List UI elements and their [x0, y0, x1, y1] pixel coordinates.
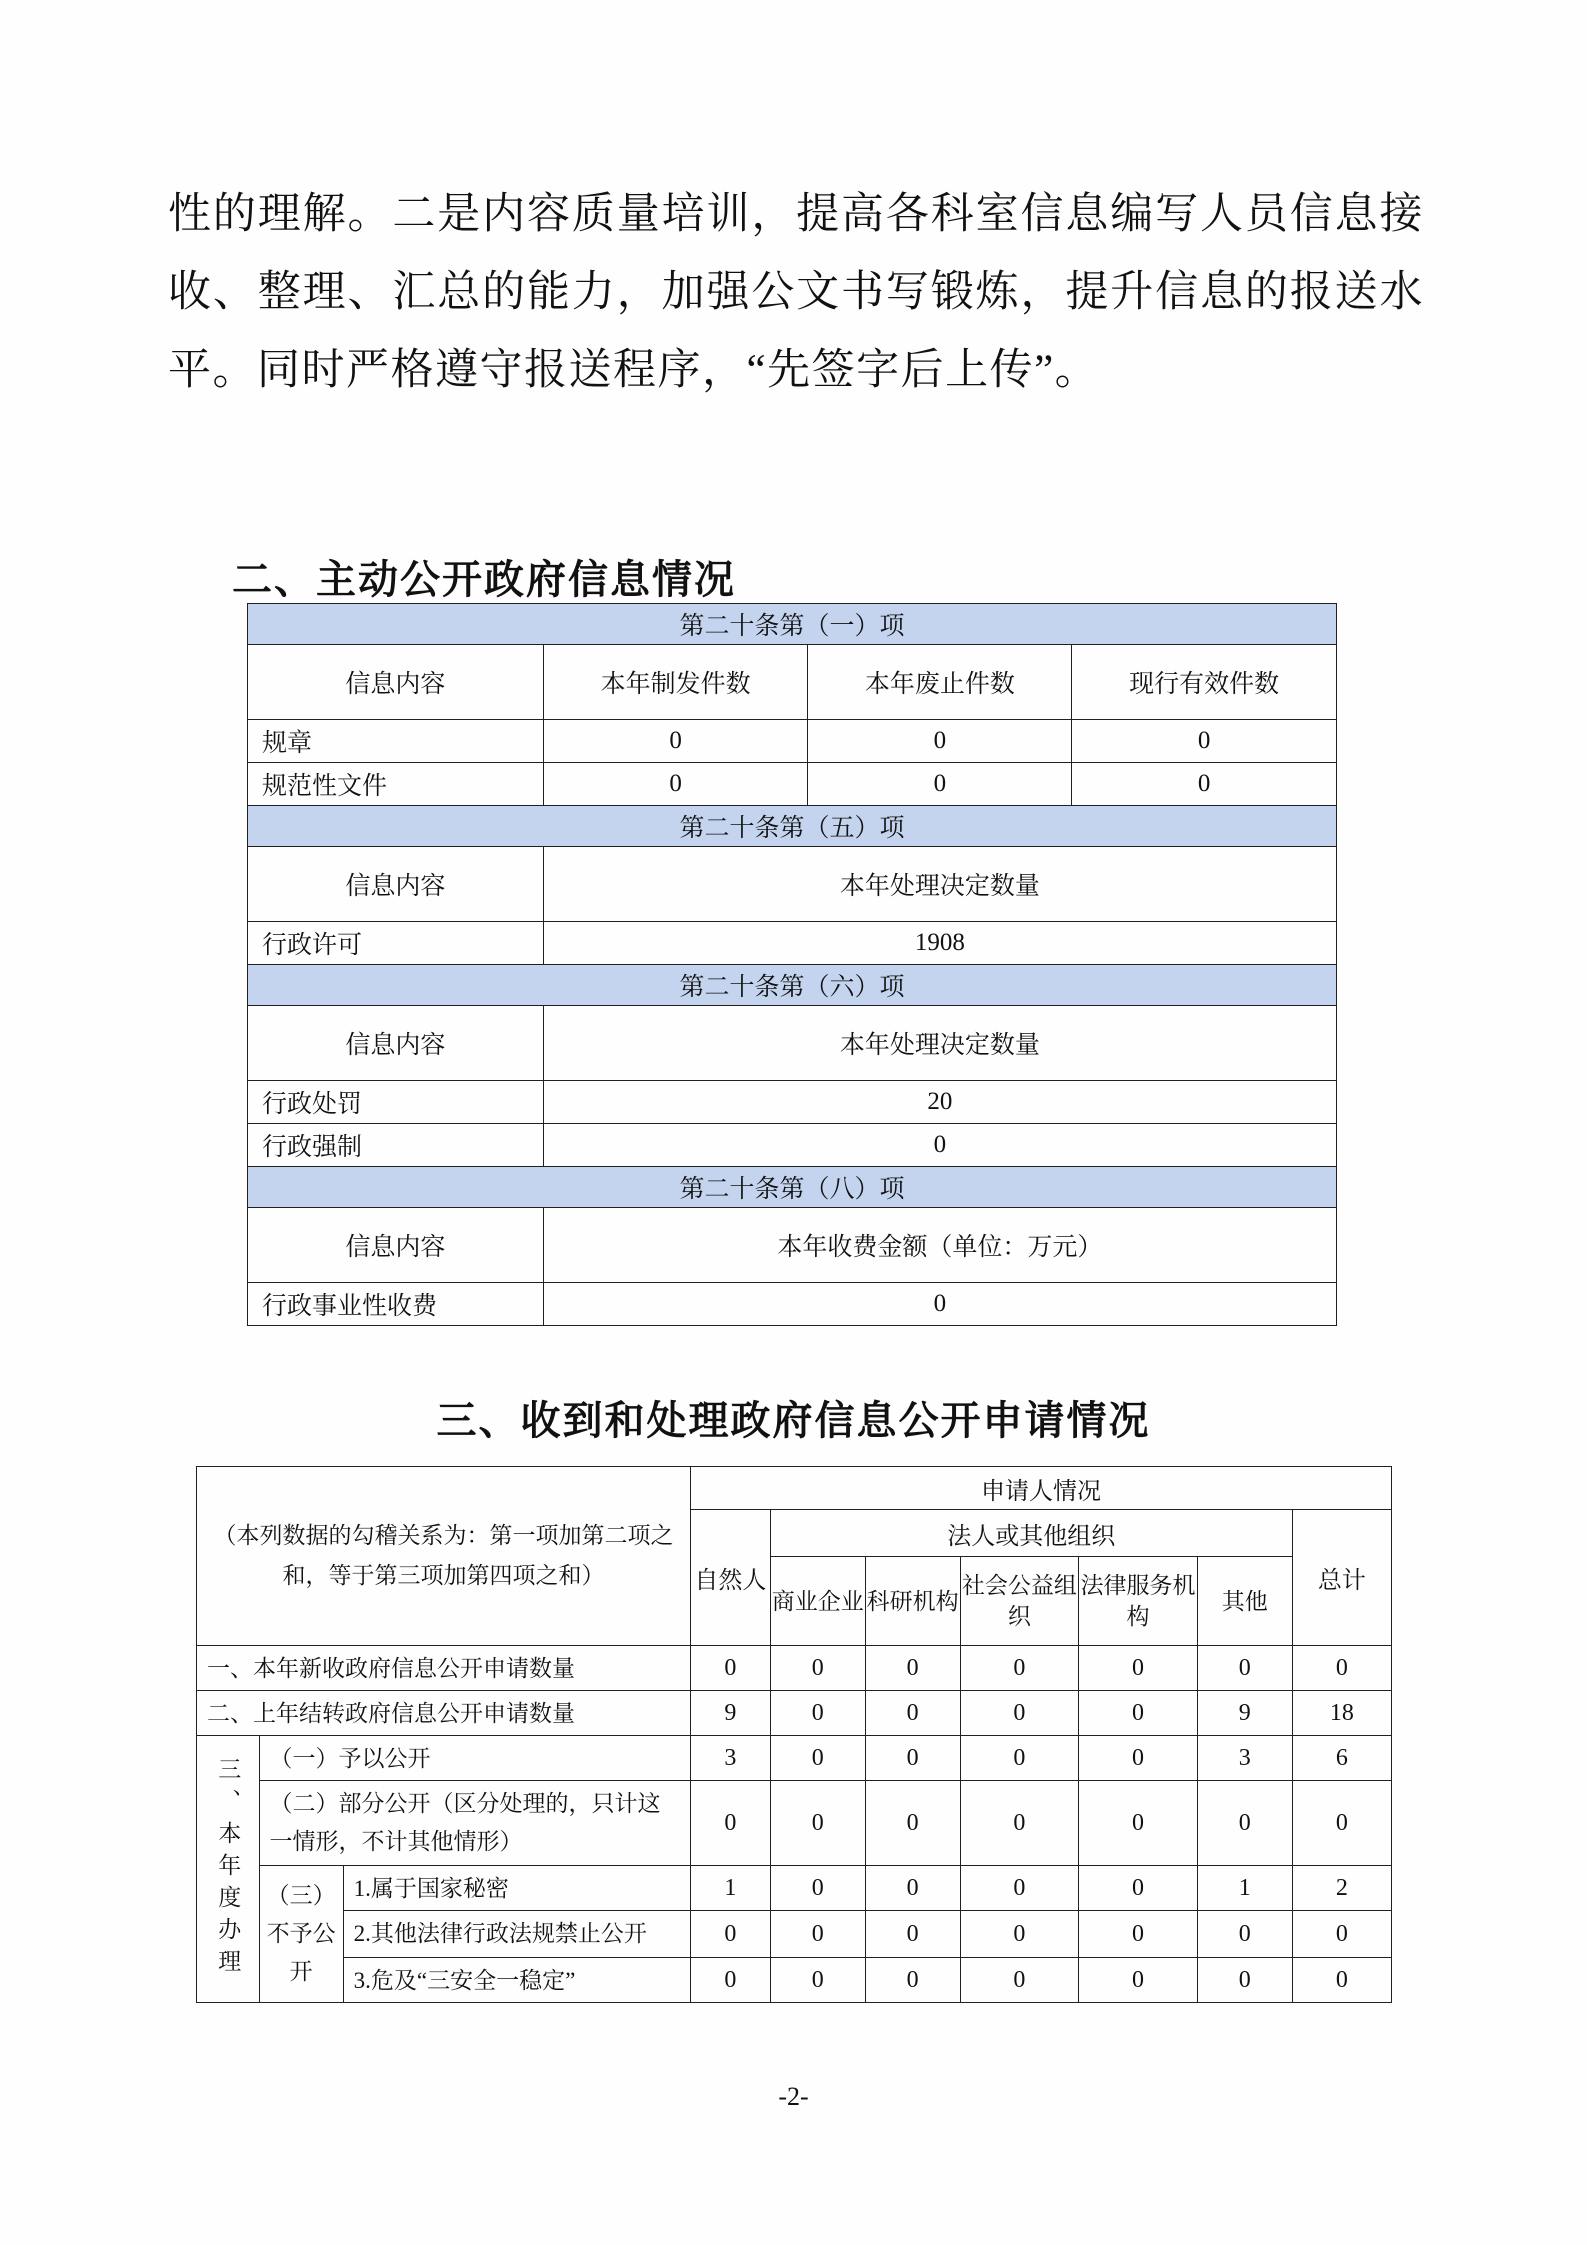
band-label-item-six: 第二十条第（六）项 — [248, 965, 1337, 1006]
vertical-label-not-disclosed: （三）不予公开 — [259, 1866, 343, 2003]
cell-value: 1 — [1197, 1866, 1292, 1911]
band-label-item-one: 第二十条第（一）项 — [248, 604, 1337, 645]
cell-value: 0 — [770, 1736, 865, 1781]
body-paragraph: 性的理解。二是内容质量培训，提高各科室信息编写人员信息接收、整理、汇总的能力，加强公文书写锻炼，提升信息的报送水平。同时严格遵守报送程序，“先签字后上传”。 — [168, 191, 1424, 394]
cell-value: 0 — [960, 1646, 1079, 1691]
section-heading-two: 二、主动公开政府信息情况 — [232, 558, 736, 602]
row-label-administrative-fees: 行政事业性收费 — [248, 1283, 544, 1326]
row-label-normative-documents: 规范性文件 — [248, 763, 544, 806]
cell-value: 20 — [543, 1081, 1336, 1124]
row-title-endangers-security: 3.危及“三安全一稳定” — [343, 1958, 690, 2003]
row-title-prohibited-by-law: 2.其他法律行政法规禁止公开 — [343, 1911, 690, 1958]
cell-value: 0 — [865, 1866, 960, 1911]
cell-value: 0 — [770, 1911, 865, 1958]
table-row-band — [248, 806, 1337, 847]
cell-value: 0 — [690, 1781, 770, 1866]
cell-value: 3 — [1197, 1736, 1292, 1781]
cell-value: 0 — [960, 1958, 1079, 2003]
cell-value: 0 — [770, 1781, 865, 1866]
table-row — [248, 1124, 1337, 1167]
table-requests-handling — [196, 1466, 1392, 2003]
table-row-header — [197, 1467, 1392, 1510]
table-row-band — [248, 1167, 1337, 1208]
table-row — [197, 1781, 1392, 1866]
col-header-fees-this-year: 本年收费金额（单位：万元） — [543, 1208, 1336, 1283]
cell-value: 9 — [690, 1691, 770, 1736]
cell-value: 0 — [1292, 1958, 1391, 2003]
col-header-info-content: 信息内容 — [248, 1208, 544, 1283]
col-header-decisions-this-year: 本年处理决定数量 — [543, 847, 1336, 922]
cell-value: 0 — [1079, 1866, 1198, 1911]
cell-value: 0 — [960, 1781, 1079, 1866]
col-header-commercial-enterprise: 商业企业 — [770, 1557, 865, 1646]
col-header-research-institution: 科研机构 — [865, 1557, 960, 1646]
col-header-legal-service-agency: 法律服务机构 — [1079, 1557, 1198, 1646]
table-row — [248, 720, 1337, 763]
cell-value: 0 — [1079, 1691, 1198, 1736]
cell-value: 0 — [1072, 720, 1337, 763]
cell-value: 18 — [1292, 1691, 1391, 1736]
table-row — [248, 763, 1337, 806]
row-title-new-requests: 一、本年新收政府信息公开申请数量 — [197, 1646, 691, 1691]
table-row — [197, 1691, 1392, 1736]
table-row — [248, 1283, 1337, 1326]
cell-value: 0 — [770, 1646, 865, 1691]
cell-value: 0 — [1292, 1911, 1391, 1958]
table-row — [197, 1958, 1392, 2003]
table-proactive-disclosure — [247, 603, 1337, 1326]
cell-value: 0 — [1197, 1911, 1292, 1958]
page-number: -2- — [778, 2082, 809, 2111]
cell-value: 0 — [1079, 1646, 1198, 1691]
col-header-info-content: 信息内容 — [248, 1006, 544, 1081]
row-label-administrative-coercion: 行政强制 — [248, 1124, 544, 1167]
table-row-header — [248, 847, 1337, 922]
cell-value: 0 — [808, 763, 1072, 806]
table-row-header — [248, 1208, 1337, 1283]
cell-value: 0 — [865, 1691, 960, 1736]
row-title-disclosed: （一）予以公开 — [259, 1736, 690, 1781]
col-header-decisions-this-year: 本年处理决定数量 — [543, 1006, 1336, 1081]
row-title-state-secret: 1.属于国家秘密 — [343, 1866, 690, 1911]
table-row-header — [248, 645, 1337, 720]
table-row-band — [248, 965, 1337, 1006]
row-label-administrative-penalty: 行政处罚 — [248, 1081, 544, 1124]
cell-value: 6 — [1292, 1736, 1391, 1781]
band-label-item-eight: 第二十条第（八）项 — [248, 1167, 1337, 1208]
band-label-item-five: 第二十条第（五）项 — [248, 806, 1337, 847]
cell-value: 0 — [960, 1736, 1079, 1781]
cell-value: 9 — [1197, 1691, 1292, 1736]
cell-value: 0 — [690, 1911, 770, 1958]
cell-value: 0 — [1292, 1781, 1391, 1866]
cell-value: 0 — [1292, 1646, 1391, 1691]
cell-value: 0 — [865, 1646, 960, 1691]
col-header-info-content: 信息内容 — [248, 645, 544, 720]
cell-value: 0 — [543, 1283, 1336, 1326]
col-header-total: 总计 — [1292, 1510, 1391, 1646]
cell-value: 0 — [1197, 1646, 1292, 1691]
cell-value: 0 — [865, 1781, 960, 1866]
cell-value: 0 — [1197, 1781, 1292, 1866]
group-header-applicant: 申请人情况 — [690, 1467, 1391, 1510]
cell-value: 1908 — [543, 922, 1336, 965]
table-row — [197, 1646, 1392, 1691]
cell-value: 2 — [1292, 1866, 1391, 1911]
cell-value: 0 — [543, 763, 808, 806]
cell-value: 0 — [865, 1958, 960, 2003]
table-row — [197, 1736, 1392, 1781]
row-label-regulations: 规章 — [248, 720, 544, 763]
cell-value: 0 — [1197, 1958, 1292, 2003]
col-header-info-content: 信息内容 — [248, 847, 544, 922]
cell-value: 0 — [770, 1866, 865, 1911]
group-header-legal-entity: 法人或其他组织 — [770, 1510, 1292, 1557]
cell-value: 0 — [808, 720, 1072, 763]
row-title-carried-over-requests: 二、上年结转政府信息公开申请数量 — [197, 1691, 691, 1736]
col-header-other: 其他 — [1197, 1557, 1292, 1646]
cell-value: 0 — [1079, 1958, 1198, 2003]
cell-value: 0 — [960, 1911, 1079, 1958]
cell-value: 0 — [770, 1691, 865, 1736]
table-row — [197, 1911, 1392, 1958]
table-row — [248, 922, 1337, 965]
row-label-administrative-license: 行政许可 — [248, 922, 544, 965]
row-title-partially-disclosed: （二）部分公开（区分处理的，只计这一情形，不计其他情形） — [259, 1781, 690, 1866]
section-heading-three: 三、收到和处理政府信息公开申请情况 — [436, 1399, 1151, 1443]
col-header-natural-person: 自然人 — [690, 1510, 770, 1646]
cell-value: 0 — [960, 1866, 1079, 1911]
cell-value: 0 — [770, 1958, 865, 2003]
cell-value: 0 — [543, 720, 808, 763]
col-header-abolished-this-year: 本年废止件数 — [808, 645, 1072, 720]
cell-value: 0 — [543, 1124, 1336, 1167]
cell-value: 0 — [865, 1911, 960, 1958]
cell-value: 0 — [1072, 763, 1337, 806]
col-header-issued-this-year: 本年制发件数 — [543, 645, 808, 720]
cell-value: 3 — [690, 1736, 770, 1781]
table-row-band — [248, 604, 1337, 645]
cell-value: 0 — [960, 1691, 1079, 1736]
cell-value: 0 — [690, 1958, 770, 2003]
cell-value: 1 — [690, 1866, 770, 1911]
cell-value: 0 — [1079, 1736, 1198, 1781]
table-row — [248, 1081, 1337, 1124]
col-header-currently-effective: 现行有效件数 — [1072, 645, 1337, 720]
table-row — [197, 1866, 1392, 1911]
cell-value: 0 — [865, 1736, 960, 1781]
corner-note: （本列数据的勾稽关系为：第一项加第二项之和，等于第三项加第四项之和） — [197, 1467, 691, 1646]
cell-value: 0 — [1079, 1911, 1198, 1958]
col-header-public-welfare-org: 社会公益组织 — [960, 1557, 1079, 1646]
table-row-header — [248, 1006, 1337, 1081]
vertical-label-annual-handling: 三、本年度办理 — [197, 1736, 260, 2003]
cell-value: 0 — [1079, 1781, 1198, 1866]
cell-value: 0 — [690, 1646, 770, 1691]
